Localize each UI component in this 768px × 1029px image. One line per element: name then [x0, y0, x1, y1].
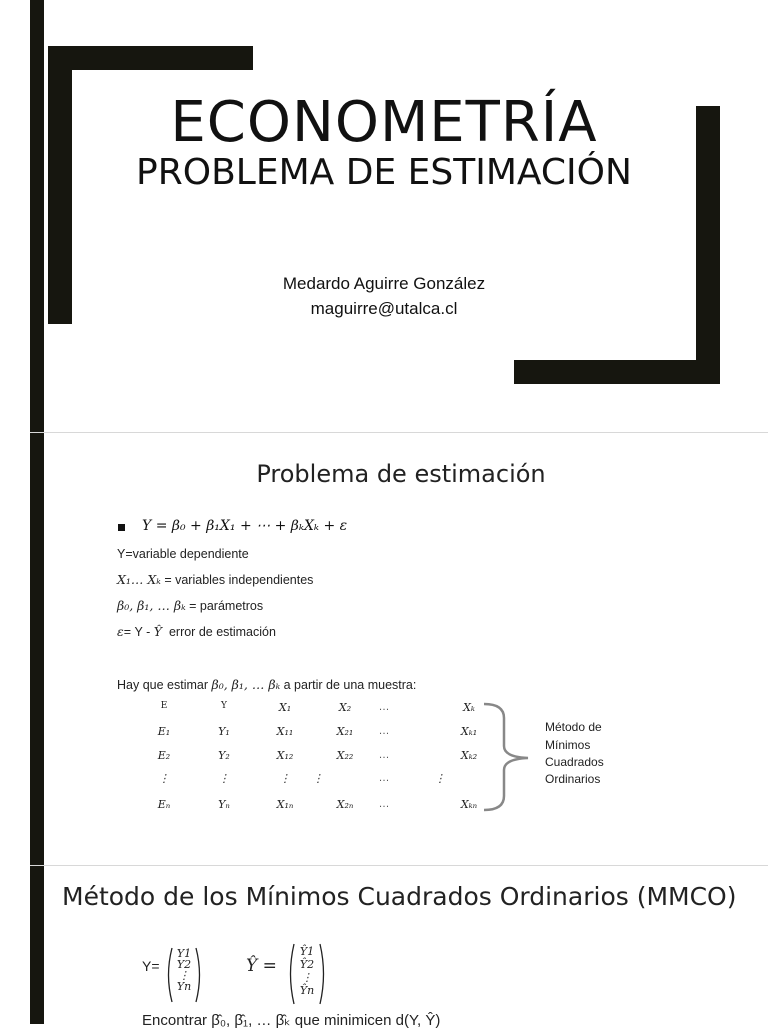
def-x-symbol: X₁… Xₖ	[117, 572, 161, 587]
table-cell: X₂₂	[336, 749, 354, 762]
table-cell: Xₖ₁	[460, 725, 478, 738]
table-cell: ⋮	[434, 772, 446, 785]
table-cell: ⋮	[279, 772, 291, 785]
slide-title	[0, 0, 768, 432]
frame-bottom-right-h	[514, 360, 720, 384]
table-cell: Xₖₙ	[460, 798, 478, 811]
def-b-symbol: β₀, β₁, … βₖ	[117, 598, 186, 613]
slide-separator	[30, 432, 768, 433]
table-cell: Yₙ	[218, 798, 230, 811]
table-cell: E₂	[157, 749, 171, 762]
model-equation: Y = β₀ + β₁X₁ + ⋯ + βₖXₖ + ε	[142, 518, 348, 534]
main-title: ECONOMETRÍA	[170, 90, 598, 155]
table-cell: X₁ₙ	[276, 798, 294, 811]
table-cell: …	[378, 725, 390, 737]
table-cell: …	[378, 749, 390, 761]
yhat-vector	[296, 945, 318, 997]
table-cell: Xₖ₂	[460, 749, 478, 762]
yhat-entry: ⋮	[301, 971, 313, 984]
slide2-title: Problema de estimación	[256, 460, 546, 488]
def-e-text: error de estimación	[168, 625, 276, 639]
table-cell: X₁₁	[276, 725, 294, 738]
find-estimators-text: Encontrar β̂₀, β̂₁, … β̂ₖ que minimicen d(Y, Ŷ)	[142, 1012, 441, 1029]
table-cell: Y₁	[218, 725, 230, 738]
def-dependent: Y=variable dependiente	[117, 547, 249, 561]
method-label-2: Mínimos	[545, 738, 591, 752]
y-entry: ⋮	[178, 969, 190, 982]
table-cell: ⋮	[158, 772, 170, 785]
bullet-icon	[118, 524, 125, 531]
y-entry: Y2	[176, 958, 192, 971]
table-cell: ⋮	[312, 772, 324, 785]
author-email: maguirre@utalca.cl	[310, 299, 458, 318]
slide3-title: Método de los Mínimos Cuadrados Ordinarios (MMCO)	[62, 882, 737, 911]
y-entry: Yn	[176, 980, 192, 993]
curly-brace-icon	[482, 702, 532, 812]
def-e-hat: Ŷ	[153, 624, 162, 639]
table-cell: X₁	[278, 701, 292, 714]
table-cell: ⋮	[218, 772, 230, 785]
estimate-symbols: β₀, β₁, … βₖ	[211, 677, 281, 692]
left-accent-bar	[30, 0, 44, 1024]
y-label: Y=	[142, 958, 160, 974]
method-label-3: Cuadrados	[545, 755, 604, 769]
def-e-symbol: ε	[117, 624, 124, 639]
def-error	[117, 624, 276, 639]
estimate-post: a partir de una muestra:	[283, 678, 417, 692]
yhat-entry: Ŷ2	[299, 958, 315, 971]
estimate-sentence	[117, 677, 416, 692]
method-label-4: Ordinarios	[545, 772, 601, 786]
yhat-entry: Ŷn	[299, 984, 315, 997]
table-cell: X₁₂	[276, 749, 294, 762]
frame-top-left-h	[48, 46, 253, 70]
def-x-text: = variables independientes	[164, 573, 314, 587]
table-cell: Y₂	[218, 749, 230, 762]
table-cell: …	[378, 701, 390, 713]
table-cell: X₂₁	[336, 725, 354, 738]
table-cell: Y	[221, 701, 227, 711]
y-entry: Y1	[176, 947, 192, 960]
def-b-text: = parámetros	[189, 599, 264, 613]
def-e-mid: = Y -	[123, 625, 151, 639]
def-parameters	[117, 598, 263, 613]
slide-separator	[30, 865, 768, 866]
table-cell: E	[160, 701, 168, 711]
table-cell: X₂ₙ	[336, 798, 354, 811]
table-cell: E₁	[157, 725, 171, 738]
table-cell: Eₙ	[157, 798, 171, 811]
y-vector	[174, 948, 194, 992]
method-label-1: Método de	[545, 720, 602, 734]
yhat-label: Ŷ =	[246, 956, 277, 976]
table-cell: …	[378, 772, 390, 784]
table-cell: …	[378, 798, 390, 810]
author-name: Medardo Aguirre González	[282, 274, 486, 293]
main-subtitle: PROBLEMA DE ESTIMACIÓN	[136, 152, 632, 193]
yhat-entry: Ŷ1	[299, 945, 315, 958]
def-independent	[117, 572, 313, 587]
table-cell: Xₖ	[463, 701, 475, 714]
estimate-pre: Hay que estimar	[117, 678, 209, 692]
table-cell: X₂	[338, 701, 352, 714]
